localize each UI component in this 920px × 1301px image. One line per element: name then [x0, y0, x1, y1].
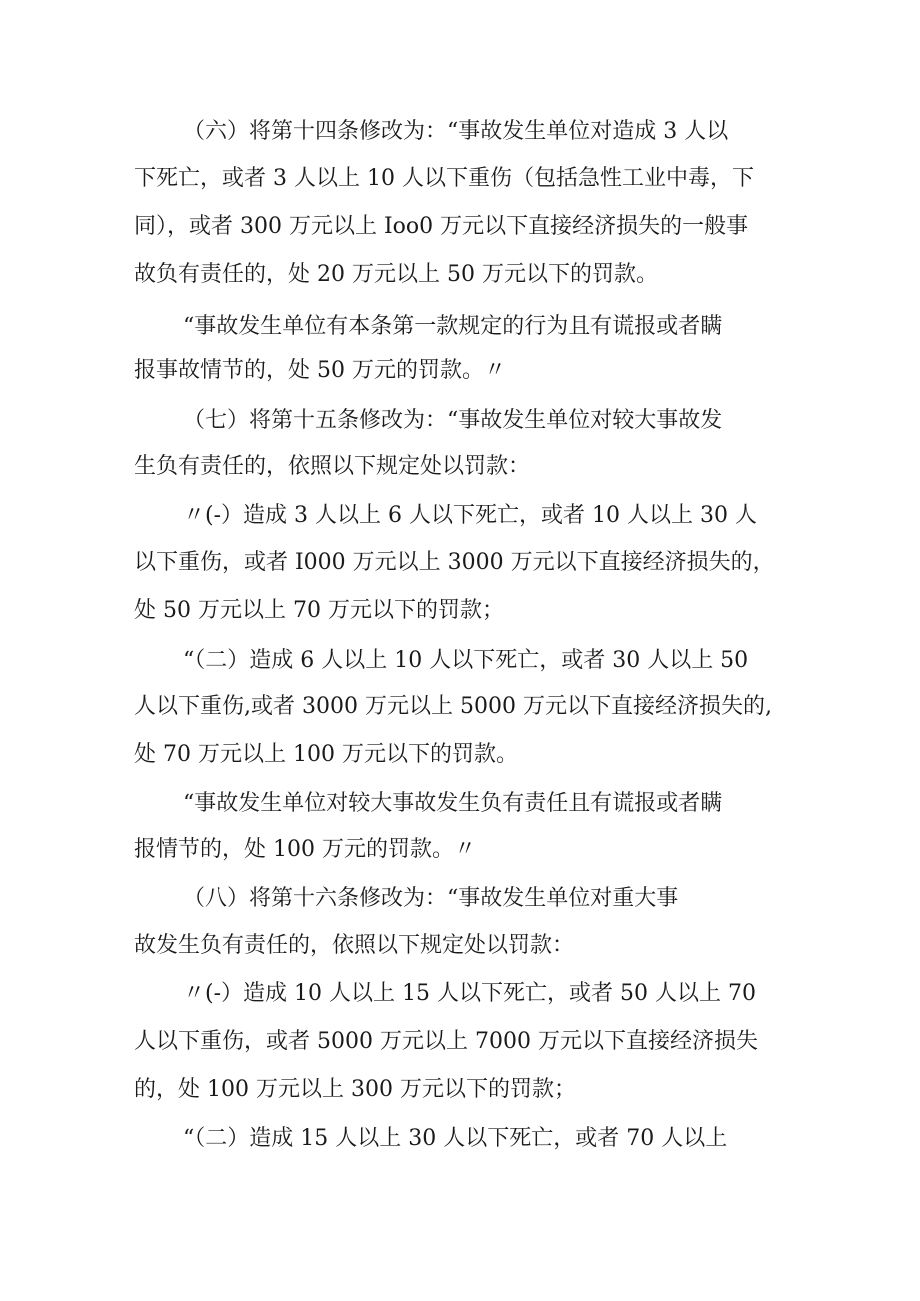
text-line: 人以下重伤，或者 5000 万元以上 7000 万元以下直接经济损失: [134, 1029, 758, 1054]
text-line: 〃(-）造成 3 人以上 6 人以下死亡，或者 10 人以上 30 人: [183, 503, 757, 528]
text-line: （七）将第十五条修改为：“事故发生单位对较大事故发: [183, 408, 723, 433]
text-line: “事故发生单位有本条第一款规定的行为且有谎报或者瞒: [183, 314, 723, 339]
text-line: 生负有责任的，依照以下规定处以罚款：: [134, 454, 531, 479]
text-line: “（二）造成 15 人以上 30 人以下死亡，或者 70 人以上: [183, 1126, 728, 1151]
text-line: “（二）造成 6 人以上 10 人以下死亡，或者 30 人以上 50: [183, 648, 749, 673]
text-line: 处 70 万元以上 100 万元以下的罚款。: [134, 742, 518, 767]
text-line: 〃(-）造成 10 人以上 15 人以下死亡，或者 50 人以上 70: [183, 981, 756, 1006]
text-line: 的，处 100 万元以上 300 万元以下的罚款；: [134, 1077, 576, 1102]
text-line: 处 50 万元以上 70 万元以下的罚款；: [134, 598, 504, 623]
text-line: 同），或者 300 万元以上 Ioo0 万元以下直接经济损失的一般事: [134, 214, 749, 239]
text-line: 人以下重伤,或者 3000 万元以上 5000 万元以下直接经济损失的,: [134, 694, 772, 719]
text-line: （八）将第十六条修改为：“事故发生单位对重大事: [183, 886, 679, 911]
text-line: （六）将第十四条修改为：“事故发生单位对造成 3 人以: [183, 119, 729, 144]
text-line: 故负有责任的，处 20 万元以上 50 万元以下的罚款。: [134, 262, 658, 287]
text-line: 下死亡，或者 3 人以上 10 人以下重伤（包括急性工业中毒，下: [134, 166, 754, 191]
text-line: 以下重伤，或者 I000 万元以上 3000 万元以下直接经济损失的，: [134, 550, 775, 575]
text-line: 故发生负有责任的，依照以下规定处以罚款：: [134, 933, 575, 958]
text-line: 报事故情节的，处 50 万元的罚款。〃: [134, 358, 506, 383]
text-line: “事故发生单位对较大事故发生负有责任且有谎报或者瞒: [183, 791, 723, 816]
text-line: 报情节的，处 100 万元的罚款。〃: [134, 837, 476, 862]
